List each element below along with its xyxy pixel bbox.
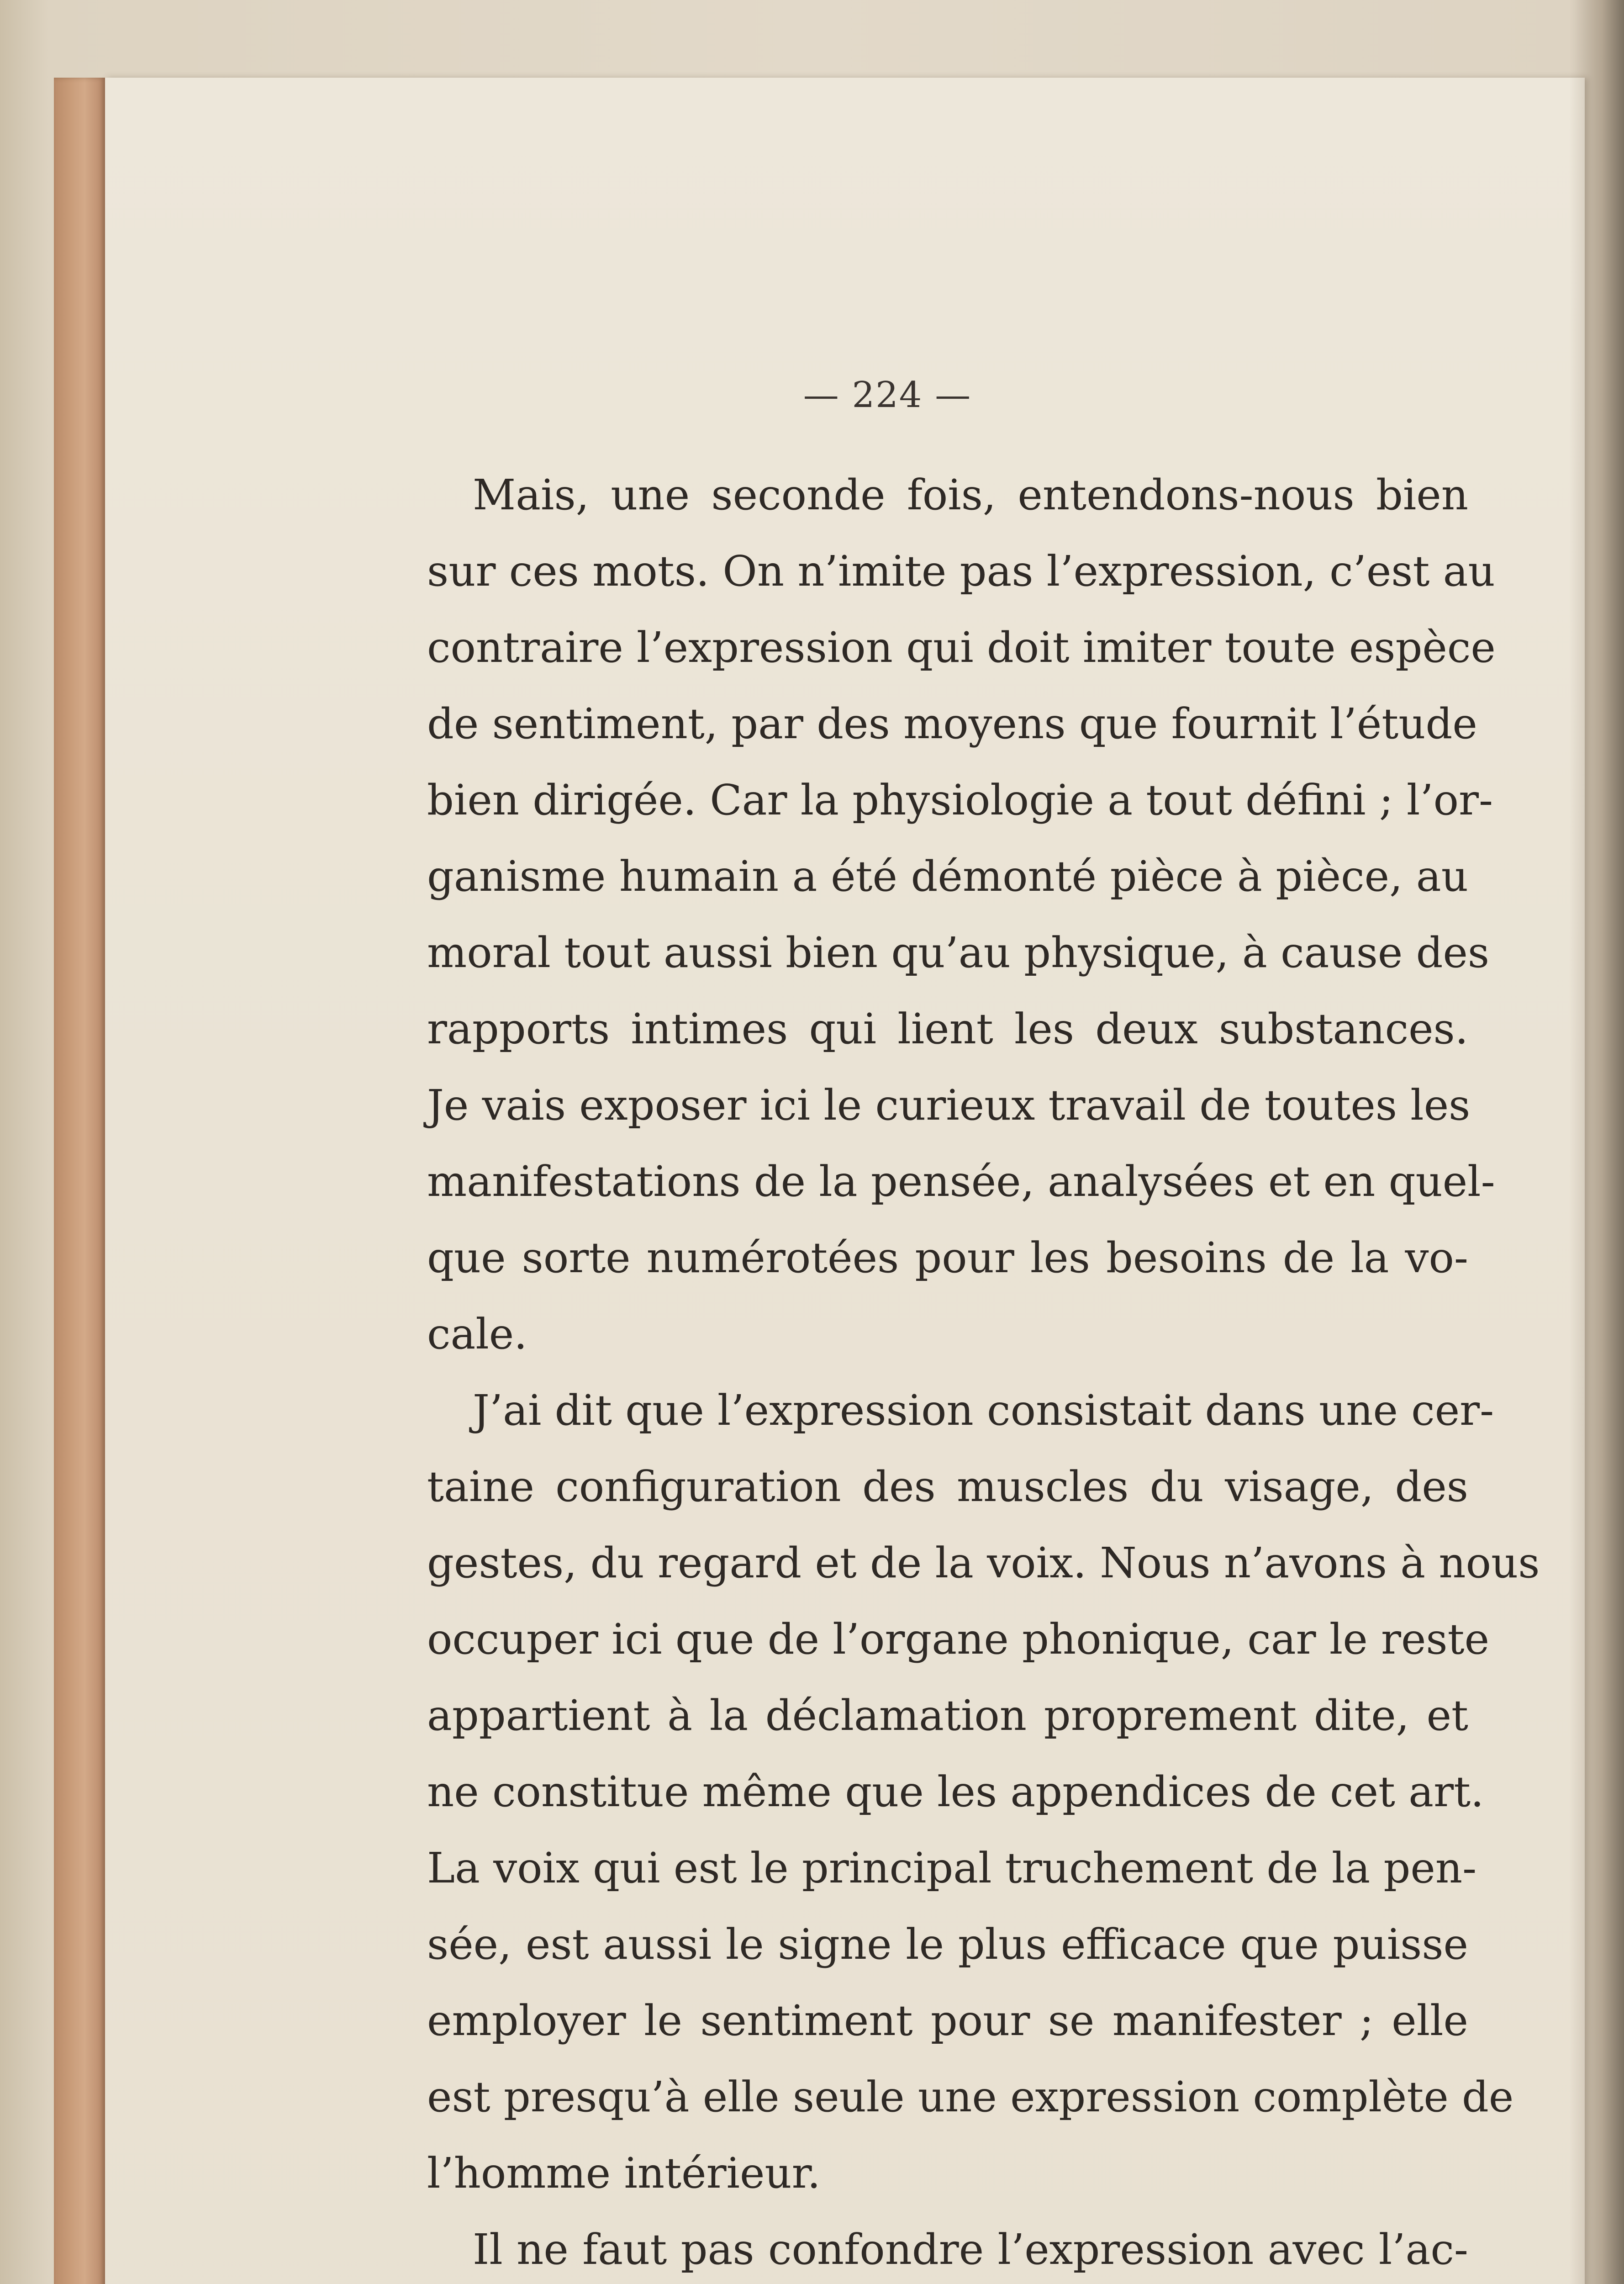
text-line: Je vais exposer ici le curieux travail de toutes les (427, 1081, 1471, 1130)
gutter-shadow (1569, 0, 1624, 2284)
text-line: taine configuration des muscles du visage, des (427, 1462, 1468, 1511)
text-line: de sentiment, par des moyens que fournit l’étude (427, 699, 1477, 748)
text-line: que sorte numérotées pour les besoins de la vo- (427, 1233, 1468, 1282)
text-line: Il ne faut pas confondre l’expression avec l’ac- (473, 2225, 1468, 2274)
text-line: ganisme humain a été démonté pièce à pièce, au (427, 852, 1468, 901)
text-line: appartient à la déclamation proprement dite, et (427, 1691, 1468, 1740)
text-line: La voix qui est le principal truchement de la pen- (427, 1844, 1477, 1893)
text-line: occuper ici que de l’organe phonique, car le reste (427, 1615, 1490, 1664)
text-line: sur ces mots. On n’imite pas l’expression, c’est au (427, 547, 1495, 596)
text-line: l’homme intérieur. (427, 2149, 821, 2198)
text-line: contraire l’expression qui doit imiter toute espèce (427, 623, 1496, 672)
text-line: J’ai dit que l’expression consistait dans une cer- (473, 1386, 1494, 1435)
text-line: employer le sentiment pour se manifester ; elle (427, 1996, 1468, 2045)
text-line: gestes, du regard et de la voix. Nous n’avons à nous (427, 1539, 1540, 1587)
text-line: cale. (427, 1310, 527, 1359)
text-line: bien dirigée. Car la physiologie a tout défini ; l’or- (427, 776, 1493, 825)
body-text (427, 457, 1540, 2284)
text-line: moral tout aussi bien qu’au physique, à cause des (427, 928, 1490, 977)
page-number: — 224 — (803, 375, 972, 416)
text-line: sée, est aussi le signe le plus efficace que puisse (427, 1920, 1468, 1969)
text-line: Mais, une seconde fois, entendons-nous bien (473, 471, 1468, 519)
text-line: est presqu’à elle seule une expression complète de (427, 2073, 1514, 2121)
text-line: manifestations de la pensée, analysées et en quel- (427, 1157, 1495, 1206)
text-line: ne constitue même que les appendices de cet art. (427, 1767, 1484, 1816)
text-line: rapports intimes qui lient les deux substances. (427, 1005, 1468, 1053)
